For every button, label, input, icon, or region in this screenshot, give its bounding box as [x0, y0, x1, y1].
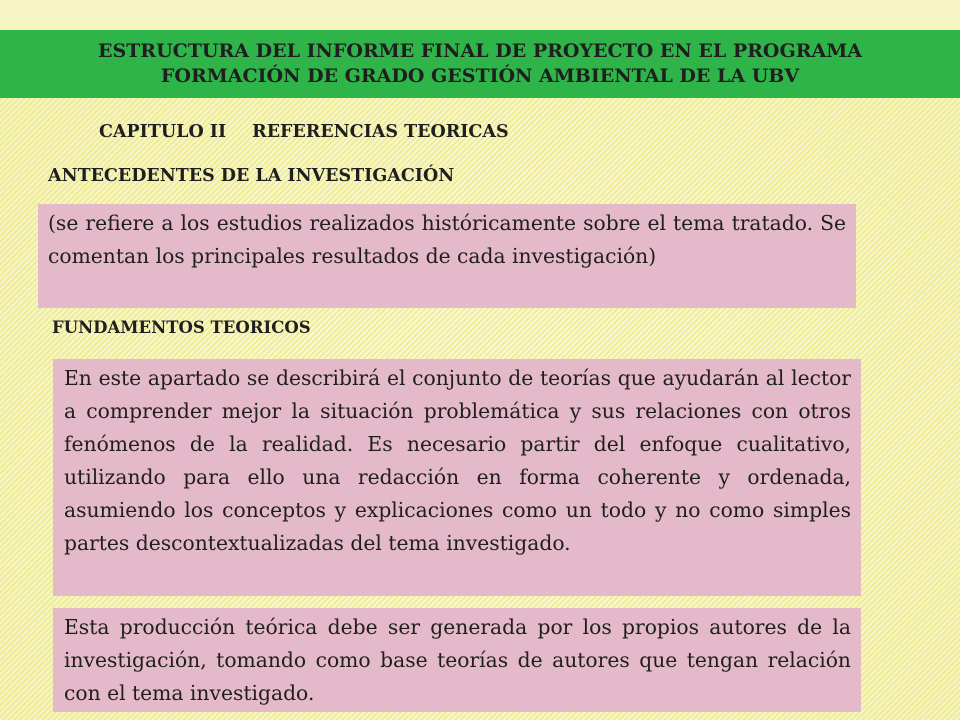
fundamentos-text-box: En este apartado se describirá el conjunto de teorías que ayudarán al lector a comprender mejor la situación problemática y sus relaciones con otros fenómenos de la realidad. Es necesario partir del enfoque cualitativo, utilizando para ello una redacción en forma coherente y ordenada, asumiendo los conceptos y explicaciones como un todo y no como simples partes descontextualizadas del tema investigado.: [53, 359, 861, 596]
chapter-label: CAPITULO II: [99, 122, 227, 142]
title-line-1: ESTRUCTURA DEL INFORME FINAL DE PROYECTO EN EL PROGRAMA: [97, 40, 863, 62]
produccion-teorica-text-box: Esta producción teórica debe ser generada por los propios autores de la investigación, tomando como base teorías de autores que tengan relación con el tema investigado.: [53, 608, 861, 712]
chapter-title: REFERENCIAS TEORICAS: [252, 122, 509, 142]
top-strip: [0, 0, 960, 30]
title-line-2: FORMACIÓN DE GRADO GESTIÓN AMBIENTAL DE LA UBV: [160, 65, 800, 87]
section-heading-antecedentes: ANTECEDENTES DE LA INVESTIGACIÓN: [48, 166, 455, 186]
antecedentes-text-box: (se refiere a los estudios realizados históricamente sobre el tema tratado. Se comentan los principales resultados de cada investigación): [38, 204, 856, 308]
chapter-heading: [99, 122, 509, 142]
section-heading-fundamentos: FUNDAMENTOS TEORICOS: [52, 318, 311, 337]
title-banner: [0, 30, 960, 98]
